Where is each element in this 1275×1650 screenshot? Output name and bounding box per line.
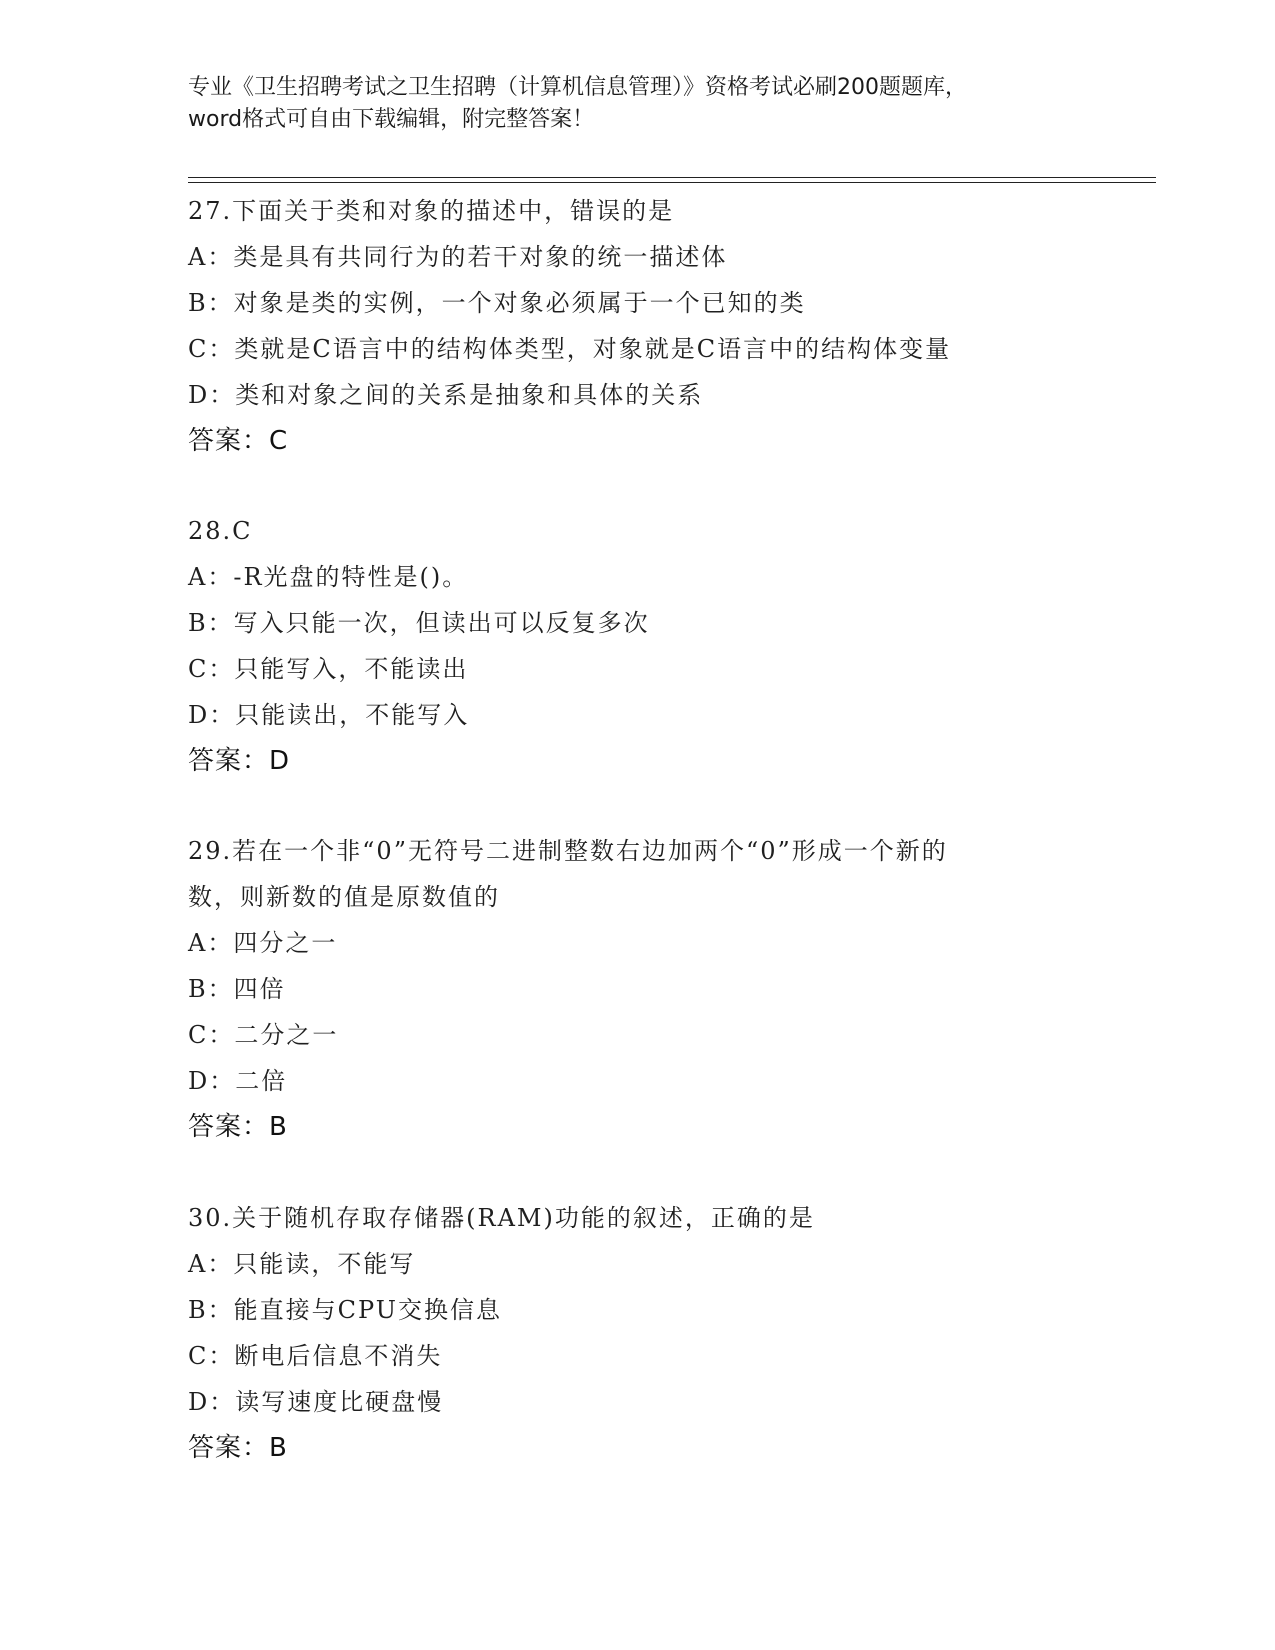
option-c: C：断电后信息不消失 [188,1342,443,1370]
option-b: B：四倍 [188,975,286,1003]
option-d: D：读写速度比硬盘慢 [188,1388,444,1416]
question-27 [188,188,1088,464]
option-c: C：二分之一 [188,1021,339,1049]
question-stem: 27.下面关于类和对象的描述中，错误的是 [188,197,675,225]
question-stem-line-1: 29.若在一个非“0”无符号二进制整数右边加两个“0”形成一个新的 [188,837,948,865]
option-d: D：类和对象之间的关系是抽象和具体的关系 [188,381,704,409]
header-divider-top [188,177,1156,178]
answer-line: 答案：C [188,426,289,456]
document-header [188,72,1088,136]
option-b: B：写入只能一次，但读出可以反复多次 [188,609,650,637]
question-28 [188,508,1088,784]
question-stem: 30.关于随机存取存储器(RAM)功能的叙述，正确的是 [188,1204,815,1232]
question-30 [188,1195,1088,1471]
header-line-1: 专业《卫生招聘考试之卫生招聘（计算机信息管理）》资格考试必刷200题题库， [188,75,967,100]
option-a: A：只能读，不能写 [188,1250,416,1278]
question-stem: 28.C [188,517,253,545]
header-line-2: word格式可自由下载编辑，附完整答案！ [188,107,595,132]
option-b: B：对象是类的实例，一个对象必须属于一个已知的类 [188,289,806,317]
option-a: A：四分之一 [188,929,338,957]
option-c: C：类就是C语言中的结构体类型，对象就是C语言中的结构体变量 [188,335,952,363]
question-stem-line-2: 数，则新数的值是原数值的 [188,883,500,911]
answer-line: 答案：B [188,1112,288,1142]
option-a: A：类是具有共同行为的若干对象的统一描述体 [188,243,728,271]
option-c: C：只能写入，不能读出 [188,655,469,683]
option-d: D：只能读出，不能写入 [188,701,470,729]
option-b: B：能直接与CPU交换信息 [188,1296,502,1324]
option-a: A：-R光盘的特性是()。 [188,563,469,591]
header-divider-bottom [188,182,1156,183]
answer-line: 答案：B [188,1433,288,1463]
answer-line: 答案：D [188,746,291,776]
option-d: D：二倍 [188,1067,288,1095]
question-29 [188,828,1088,1150]
